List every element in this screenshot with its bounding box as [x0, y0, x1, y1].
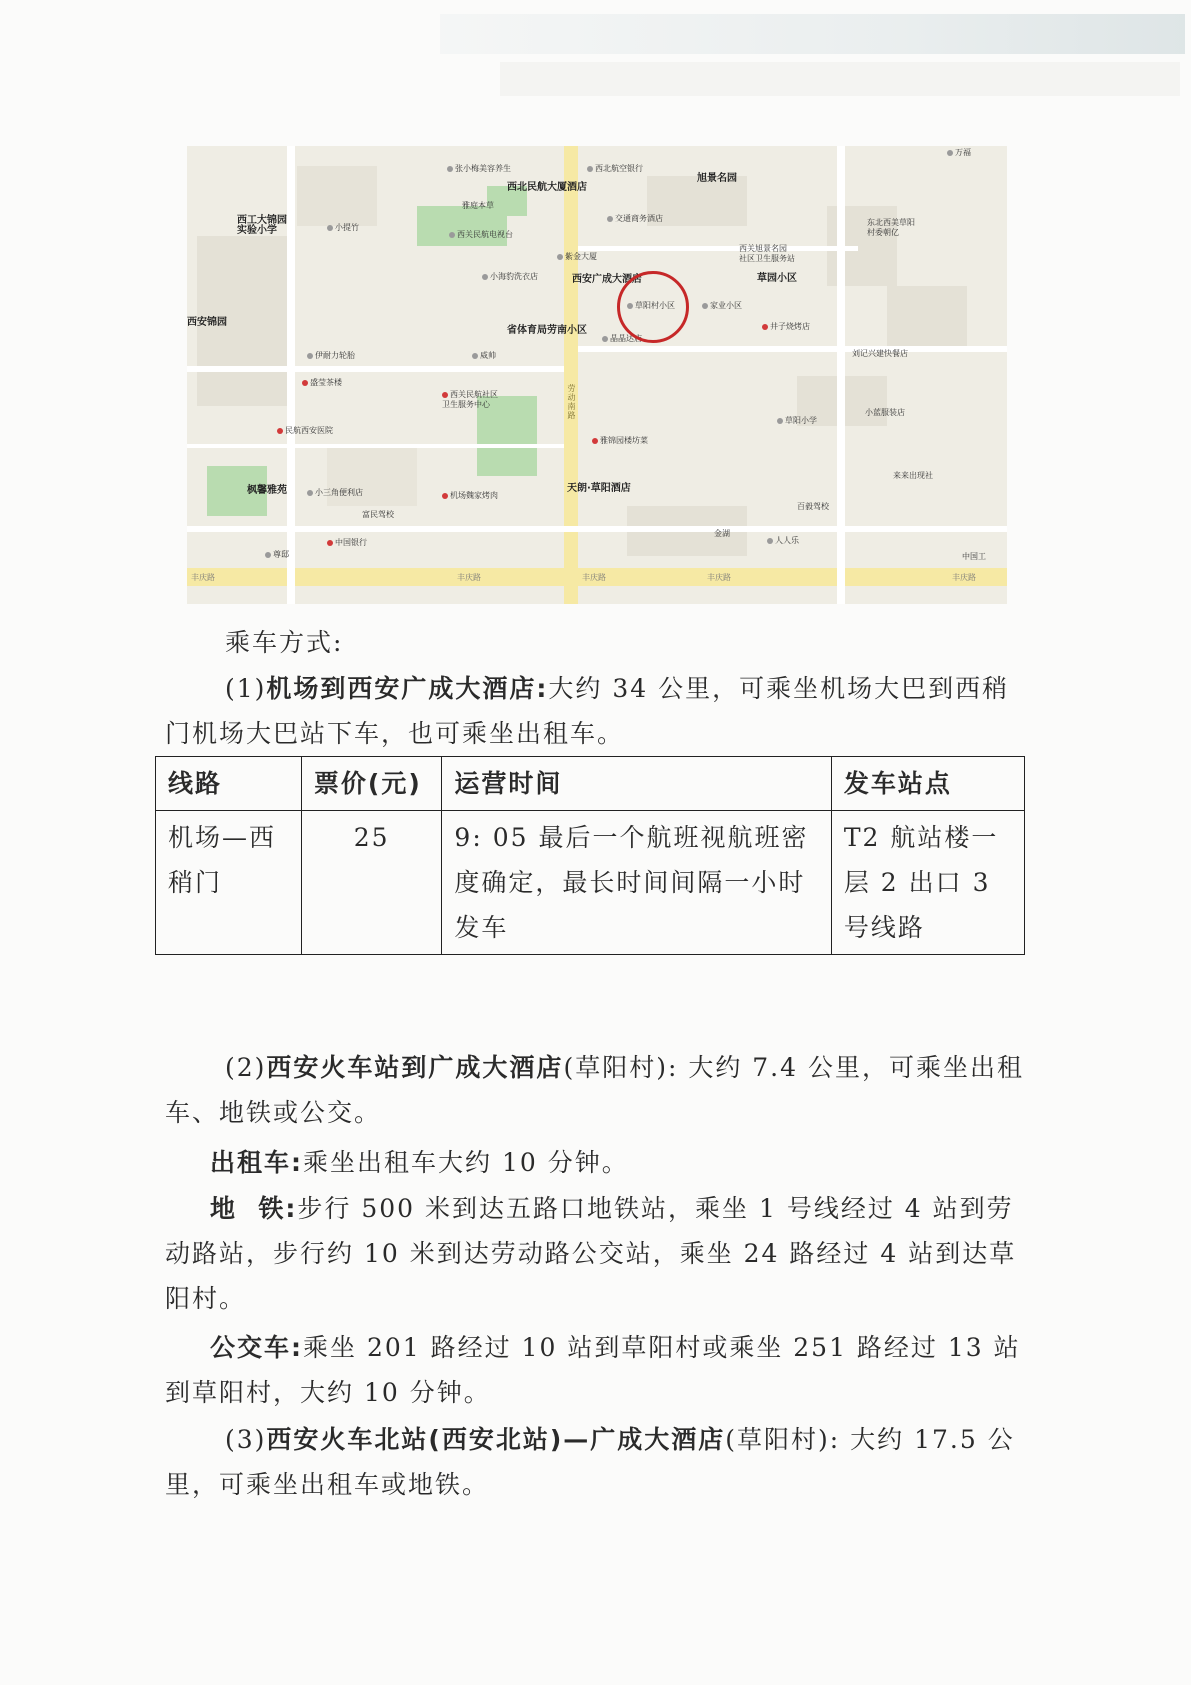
- airport-bus-table: [155, 756, 1025, 955]
- map-label-xiguan-hospital: 西关民航社区 卫生服务中心: [442, 390, 498, 409]
- location-map: [187, 146, 1007, 604]
- poi-icon: [592, 438, 598, 444]
- map-label-jiaotong-hotel: 交通商务酒店: [607, 214, 663, 224]
- map-label-jichang-kaorou: 机场魏家烤肉: [442, 491, 498, 501]
- poi-icon: [702, 303, 708, 309]
- p2-heading: 西安火车站到广成大酒店: [266, 1053, 564, 1082]
- paragraph-subway: [165, 1186, 1025, 1321]
- poi-icon: [265, 552, 271, 558]
- poi-icon: [277, 428, 283, 434]
- subway-text: 步行 500 米到达五路口地铁站，乘坐 1 号线经过 4 站到劳动路站，步行约 10 米到达劳动路公交站，乘坐 24 路经过 4 站到达草阳村。: [165, 1194, 1017, 1313]
- bus-text: 乘坐 201 路经过 10 站到草阳村或乘坐 251 路经过 13 站到草阳村，大约 10 分钟。: [165, 1333, 1021, 1407]
- poi-icon: [777, 418, 783, 424]
- map-label-xiguan-guanli: 西关民航电视台: [449, 230, 513, 240]
- p3-number: (3): [225, 1425, 267, 1454]
- poi-icon: [767, 538, 773, 544]
- taxi-label: 出租车:: [210, 1148, 303, 1177]
- cell-hours: 9: 05 最后一个航班视航班密度确定，最长时间间隔一小时发车: [442, 811, 831, 955]
- map-graphics: [187, 146, 1007, 604]
- map-label-sanjiao: 小三角便利店: [307, 488, 363, 498]
- p3-text: (草阳村): 大约 17.5 公里，可乘坐出租车或地铁。: [165, 1425, 1015, 1499]
- poi-icon: [449, 232, 455, 238]
- map-label-jiufu: 尊邸: [265, 550, 289, 560]
- map-label-caoyuan: 草园小区: [757, 273, 797, 284]
- cell-station: T2 航站楼一层 2 出口 3 号线路: [831, 811, 1024, 955]
- map-label-xiaolan: 小蓝服装店: [865, 408, 905, 417]
- map-label-jiaye: 家业小区: [702, 301, 742, 311]
- poi-icon: [327, 225, 333, 231]
- road-label-feng-2: 丰庆路: [457, 573, 481, 582]
- map-label-xigong-school: 西工大锦园 实验小学: [237, 215, 287, 236]
- paragraph-airport: [165, 666, 1025, 756]
- header-route: 线路: [156, 757, 302, 811]
- map-label-liuji: 刘记兴建快餐店: [852, 349, 908, 358]
- map-label-zhongguo-gong: 中国工: [962, 552, 986, 561]
- map-label-fengxin: 枫馨雅苑: [247, 485, 287, 496]
- poi-icon: [472, 353, 478, 359]
- scan-artifact-strip: [440, 14, 1185, 54]
- poi-icon: [307, 353, 313, 359]
- map-label-wanfu: 万福: [947, 148, 971, 158]
- map-label-fumin: 富民驾校: [362, 510, 394, 519]
- road-label-feng-5: 丰庆路: [952, 573, 976, 582]
- p2-number: (2): [225, 1053, 267, 1082]
- map-label-baiyi: 百毅驾校: [797, 502, 829, 511]
- section-title-text: 乘车方式:: [225, 628, 344, 657]
- map-label-weiyou: 威帅: [472, 351, 496, 361]
- road-label-feng-1: 丰庆路: [191, 573, 215, 582]
- map-label-caoyangcun-xq: 草阳村小区: [627, 301, 675, 311]
- hotel-location-marker: [617, 271, 689, 343]
- map-label-shengtang: 盛莹茶楼: [302, 378, 342, 388]
- header-price: 票价(元): [301, 757, 442, 811]
- header-hours: 运营时间: [442, 757, 831, 811]
- map-label-yajin: 雅锦园楼坊菜: [592, 436, 648, 446]
- p1-text: 大约 34 公里，可乘坐机场大巴到西稍门机场大巴站下车，也可乘坐出租车。: [165, 674, 1010, 748]
- road-label-laodong: 劳动南路: [567, 384, 576, 420]
- poi-icon: [557, 254, 563, 260]
- map-label-xiaotiezhu: 小提竹: [327, 223, 359, 233]
- map-label-zijin: 紫金大厦: [557, 252, 597, 262]
- cell-route: 机场—西稍门: [156, 811, 302, 955]
- poi-icon: [447, 166, 453, 172]
- poi-icon: [302, 380, 308, 386]
- map-label-yina: 伊耐力轮胎: [307, 351, 355, 361]
- scan-artifact-strip-2: [500, 62, 1180, 96]
- map-label-xiaohai: 小海豹洗衣店: [482, 272, 538, 282]
- map-label-caoyang-school: 草阳小学: [777, 416, 817, 426]
- map-label-jinhu: 金湖: [714, 529, 730, 538]
- poi-icon: [587, 166, 593, 172]
- map-label-bank: 中国银行: [327, 538, 367, 548]
- map-label-xiguan-clinic: 西关旭景名园 社区卫生服务站: [739, 244, 795, 263]
- bus-label: 公交车:: [210, 1333, 303, 1362]
- paragraph-north-station: [165, 1417, 1025, 1507]
- map-label-pharmacy: 雅庭本草: [462, 201, 494, 210]
- section-title: [165, 620, 1025, 665]
- map-label-zhang: 张小梅美容养生: [447, 164, 511, 174]
- taxi-text: 乘坐出租车大约 10 分钟。: [303, 1148, 629, 1177]
- poi-icon: [602, 336, 608, 342]
- poi-icon: [327, 540, 333, 546]
- map-label-bank: 西北航空银行: [587, 164, 643, 174]
- p3-heading: 西安火车北站(西安北站)—广成大酒店: [266, 1425, 726, 1454]
- p2-text: (草阳村): 大约 7.4 公里，可乘坐出租车、地铁或公交。: [165, 1053, 1024, 1127]
- poi-icon: [442, 392, 448, 398]
- map-label-dongbei: 东北西美草阳 村委朝亿: [867, 218, 915, 237]
- paragraph-bus: [165, 1325, 1025, 1415]
- poi-icon: [482, 274, 488, 280]
- subway-label: 地 铁:: [210, 1194, 298, 1223]
- paragraph-taxi: [165, 1140, 1070, 1185]
- cell-price: 25: [301, 811, 442, 955]
- table-row: [156, 811, 1025, 955]
- poi-icon: [607, 216, 613, 222]
- map-label-xian-jinyuan: 西安锦园: [187, 317, 227, 328]
- poi-icon: [307, 490, 313, 496]
- map-label-northwest-hotel: 西北民航大厦酒店: [507, 182, 587, 193]
- road-label-feng-3: 丰庆路: [582, 573, 606, 582]
- map-label-renrenle: 人人乐: [767, 536, 799, 546]
- poi-icon: [947, 150, 953, 156]
- map-label-xujing: 旭景名园: [697, 173, 737, 184]
- road-label-feng-4: 丰庆路: [707, 573, 731, 582]
- map-label-jingzi: 井子烧烤店: [762, 322, 810, 332]
- map-label-laiyu: 来来出现社: [893, 471, 933, 480]
- paragraph-train-station: [165, 1045, 1025, 1135]
- map-label-jingjing: 晶晶达店: [602, 334, 642, 344]
- poi-icon: [762, 324, 768, 330]
- p1-number: (1): [225, 674, 267, 703]
- map-label-minhang-hospital: 民航西安医院: [277, 426, 333, 436]
- poi-icon: [442, 493, 448, 499]
- p1-heading: 机场到西安广成大酒店:: [266, 674, 549, 703]
- map-label-tianlang: 天朗·草阳酒店: [567, 483, 631, 494]
- header-station: 发车站点: [831, 757, 1024, 811]
- map-label-hotel: 西安广成大酒店: [572, 274, 642, 285]
- map-label-shengtiyu: 省体育局劳南小区: [507, 325, 587, 336]
- table-header-row: [156, 757, 1025, 811]
